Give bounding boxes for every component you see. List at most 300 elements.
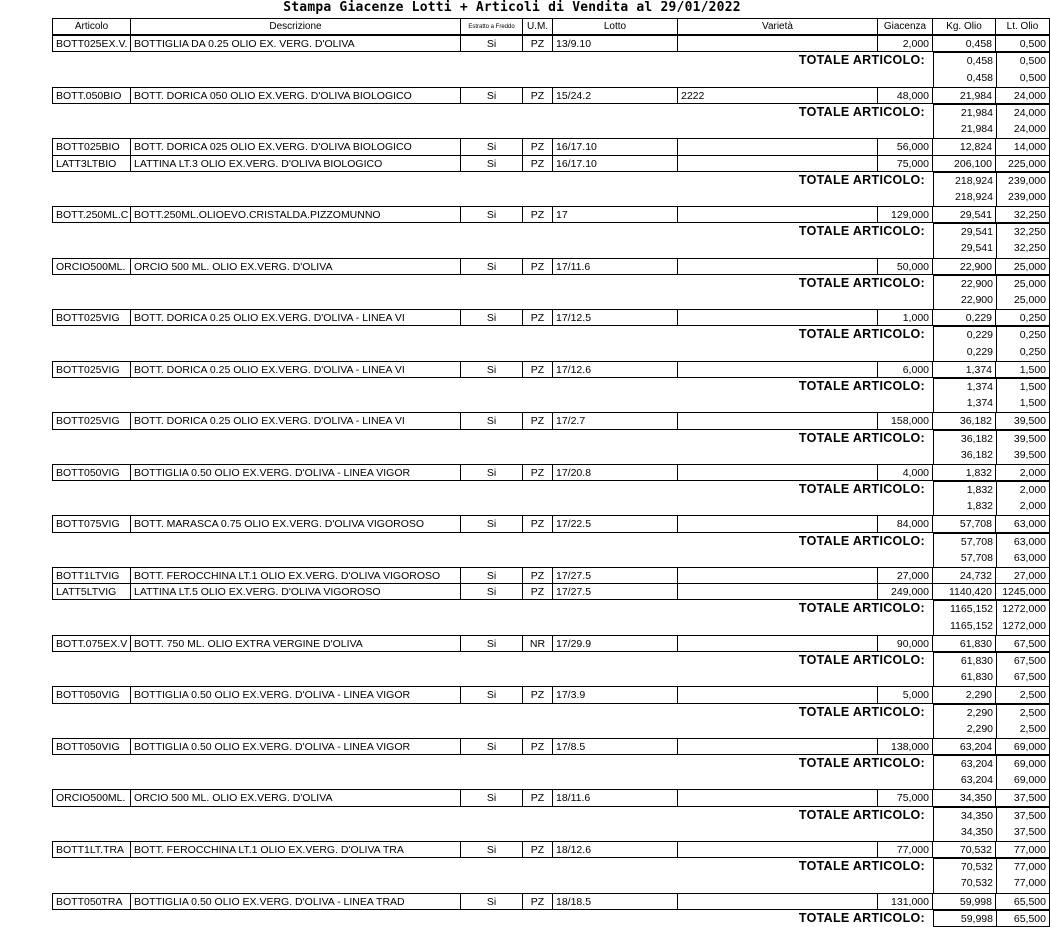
- total-repeat-row: [52, 772, 1046, 789]
- table-row: [52, 361, 1046, 378]
- total-kg-olio: 22,900: [933, 275, 996, 292]
- total-lt-olio-repeat: 0,500: [996, 70, 1050, 87]
- estratto-cell: Si: [461, 35, 523, 52]
- report-title: Stampa Giacenze Lotti + Articoli di Vendita al 29/01/2022: [283, 0, 741, 15]
- total-row: [52, 858, 1046, 875]
- total-kg-olio: 0,229: [933, 326, 996, 343]
- total-kg-olio-repeat: 63,204: [933, 772, 996, 789]
- table-row: [52, 789, 1046, 806]
- kg-olio-cell: 0,458: [933, 35, 996, 52]
- total-kg-olio: 2,290: [933, 704, 996, 721]
- giacenza-cell: 1,000: [878, 309, 933, 326]
- total-kg-olio-repeat: 1,374: [933, 395, 996, 412]
- giacenza-cell: 138,000: [878, 738, 933, 755]
- total-kg-olio-repeat: 1165,152: [933, 618, 996, 635]
- descrizione-cell: BOTTIGLIA 0.50 OLIO EX.VERG. D'OLIVA - LINEA TRAD: [131, 893, 461, 910]
- giacenza-cell: 5,000: [878, 686, 933, 703]
- estratto-cell: Si: [461, 87, 523, 104]
- estratto-cell: Si: [461, 686, 523, 703]
- total-lt-olio: 25,000: [996, 275, 1050, 292]
- lotto-cell: 18/12.6: [553, 841, 678, 858]
- total-lt-olio-repeat: 1272,000: [996, 618, 1050, 635]
- header-lotto: Lotto: [553, 18, 678, 35]
- total-lt-olio-repeat: 67,500: [996, 669, 1050, 686]
- lotto-cell: 17: [553, 206, 678, 223]
- estratto-cell: Si: [461, 309, 523, 326]
- um-cell: PZ: [523, 361, 553, 378]
- varieta-cell: [678, 155, 878, 172]
- total-repeat-row: [52, 121, 1046, 138]
- um-cell: PZ: [523, 87, 553, 104]
- total-lt-olio: 24,000: [996, 104, 1050, 121]
- descrizione-cell: BOTT. FEROCCHINA LT.1 OLIO EX.VERG. D'OLIVA TRA: [131, 841, 461, 858]
- total-label: TOTALE ARTICOLO:: [798, 652, 925, 667]
- descrizione-cell: BOTT.250ML.OLIOEVO.CRISTALDA.PIZZOMUNNO: [131, 206, 461, 223]
- total-row: [52, 104, 1046, 121]
- lotto-cell: 17/29.9: [553, 635, 678, 652]
- varieta-cell: [678, 686, 878, 703]
- header-descrizione: Descrizione: [131, 18, 461, 35]
- um-cell: PZ: [523, 35, 553, 52]
- giacenza-cell: 84,000: [878, 515, 933, 532]
- total-kg-olio: 57,708: [933, 533, 996, 550]
- kg-olio-cell: 34,350: [933, 789, 996, 806]
- giacenza-cell: 56,000: [878, 138, 933, 155]
- total-kg-olio-repeat: 1,832: [933, 498, 996, 515]
- total-lt-olio: 39,500: [996, 430, 1050, 447]
- kg-olio-cell: 57,708: [933, 515, 996, 532]
- total-kg-olio: 29,541: [933, 223, 996, 240]
- total-kg-olio-repeat: 21,984: [933, 121, 996, 138]
- total-lt-olio-repeat: 239,000: [996, 189, 1050, 206]
- total-row: [52, 600, 1046, 617]
- articolo-cell: BOTT075VIG: [52, 515, 131, 532]
- estratto-cell: Si: [461, 635, 523, 652]
- total-lt-olio-repeat: 1,500: [996, 395, 1050, 412]
- varieta-cell: [678, 309, 878, 326]
- descrizione-cell: BOTTIGLIA 0.50 OLIO EX.VERG. D'OLIVA - LINEA VIGOR: [131, 738, 461, 755]
- estratto-cell: Si: [461, 515, 523, 532]
- lotto-cell: 17/12.5: [553, 309, 678, 326]
- header-estratto: Estratto a Freddo: [461, 18, 523, 35]
- articolo-cell: BOTT050VIG: [52, 686, 131, 703]
- articolo-cell: BOTT025VIG: [52, 412, 131, 429]
- total-lt-olio: 63,000: [996, 533, 1050, 550]
- total-kg-olio-repeat: 22,900: [933, 292, 996, 309]
- table-row: [52, 515, 1046, 532]
- lt-olio-cell: 27,000: [996, 567, 1050, 584]
- varieta-cell: [678, 893, 878, 910]
- lotto-cell: 16/17.10: [553, 138, 678, 155]
- articolo-cell: LATT5LTVIG: [52, 583, 131, 600]
- total-kg-olio: 59,998: [933, 910, 996, 927]
- total-label: TOTALE ARTICOLO:: [798, 807, 925, 822]
- articolo-cell: BOTT1LTVIG: [52, 567, 131, 584]
- articolo-cell: LATT3LTBIO: [52, 155, 131, 172]
- total-label: TOTALE ARTICOLO:: [798, 601, 925, 616]
- total-repeat-row: [52, 618, 1046, 635]
- total-lt-olio: 77,000: [996, 858, 1050, 875]
- articolo-cell: BOTT025BIO: [52, 138, 131, 155]
- total-kg-olio: 0,458: [933, 52, 996, 69]
- total-label: TOTALE ARTICOLO:: [798, 224, 925, 239]
- giacenza-cell: 48,000: [878, 87, 933, 104]
- total-label: TOTALE ARTICOLO:: [798, 378, 925, 393]
- total-label: TOTALE ARTICOLO:: [798, 482, 925, 497]
- kg-olio-cell: 21,984: [933, 87, 996, 104]
- varieta-cell: [678, 583, 878, 600]
- total-row: [52, 430, 1046, 447]
- um-cell: PZ: [523, 258, 553, 275]
- estratto-cell: Si: [461, 138, 523, 155]
- lt-olio-cell: 63,000: [996, 515, 1050, 532]
- total-label: TOTALE ARTICOLO:: [798, 910, 925, 925]
- table-body: [52, 35, 1046, 927]
- estratto-cell: Si: [461, 155, 523, 172]
- total-lt-olio: 67,500: [996, 652, 1050, 669]
- total-kg-olio-repeat: 0,458: [933, 70, 996, 87]
- total-lt-olio: 65,500: [996, 910, 1050, 927]
- lotto-cell: 17/20.8: [553, 464, 678, 481]
- lt-olio-cell: 1245,000: [996, 583, 1050, 600]
- inventory-table: [52, 18, 1046, 927]
- kg-olio-cell: 1,832: [933, 464, 996, 481]
- table-row: [52, 583, 1046, 600]
- total-lt-olio-repeat: 69,000: [996, 772, 1050, 789]
- um-cell: NR: [523, 635, 553, 652]
- total-row: [52, 223, 1046, 240]
- lt-olio-cell: 25,000: [996, 258, 1050, 275]
- total-row: [52, 52, 1046, 69]
- table-row: [52, 87, 1046, 104]
- um-cell: PZ: [523, 515, 553, 532]
- um-cell: PZ: [523, 464, 553, 481]
- total-lt-olio-repeat: 24,000: [996, 121, 1050, 138]
- lt-olio-cell: 14,000: [996, 138, 1050, 155]
- total-repeat-row: [52, 875, 1046, 892]
- um-cell: PZ: [523, 155, 553, 172]
- varieta-cell: [678, 567, 878, 584]
- articolo-cell: BOTT050TRA: [52, 893, 131, 910]
- lt-olio-cell: 39,500: [996, 412, 1050, 429]
- total-kg-olio: 1,832: [933, 481, 996, 498]
- table-row: [52, 35, 1046, 52]
- articolo-cell: BOTT025VIG: [52, 309, 131, 326]
- giacenza-cell: 129,000: [878, 206, 933, 223]
- varieta-cell: [678, 206, 878, 223]
- giacenza-cell: 131,000: [878, 893, 933, 910]
- lotto-cell: 17/27.5: [553, 583, 678, 600]
- giacenza-cell: 75,000: [878, 155, 933, 172]
- total-row: [52, 755, 1046, 772]
- table-header: [52, 18, 1039, 35]
- total-lt-olio-repeat: 39,500: [996, 447, 1050, 464]
- total-kg-olio: 63,204: [933, 755, 996, 772]
- descrizione-cell: BOTTIGLIA DA 0.25 OLIO EX. VERG. D'OLIVA: [131, 35, 461, 52]
- total-lt-olio-repeat: 32,250: [996, 240, 1050, 257]
- varieta-cell: [678, 738, 878, 755]
- total-row: [52, 807, 1046, 824]
- total-lt-olio: 0,250: [996, 326, 1050, 343]
- total-label: TOTALE ARTICOLO:: [798, 104, 925, 119]
- estratto-cell: Si: [461, 361, 523, 378]
- total-lt-olio-repeat: 25,000: [996, 292, 1050, 309]
- um-cell: PZ: [523, 841, 553, 858]
- lotto-cell: 17/2.7: [553, 412, 678, 429]
- giacenza-cell: 6,000: [878, 361, 933, 378]
- descrizione-cell: BOTT. DORICA 0.25 OLIO EX.VERG. D'OLIVA - LINEA VI: [131, 309, 461, 326]
- table-row: [52, 567, 1046, 584]
- descrizione-cell: BOTT. DORICA 050 OLIO EX.VERG. D'OLIVA BIOLOGICO: [131, 87, 461, 104]
- varieta-cell: 2222: [678, 87, 878, 104]
- total-repeat-row: [52, 447, 1046, 464]
- giacenza-cell: 249,000: [878, 583, 933, 600]
- total-row: [52, 652, 1046, 669]
- kg-olio-cell: 12,824: [933, 138, 996, 155]
- lotto-cell: 17/22.5: [553, 515, 678, 532]
- total-row: [52, 704, 1046, 721]
- articolo-cell: BOTT050VIG: [52, 464, 131, 481]
- lotto-cell: 13/9.10: [553, 35, 678, 52]
- varieta-cell: [678, 515, 878, 532]
- total-lt-olio-repeat: 0,250: [996, 344, 1050, 361]
- table-row: [52, 412, 1046, 429]
- descrizione-cell: ORCIO 500 ML. OLIO EX.VERG. D'OLIVA: [131, 258, 461, 275]
- varieta-cell: [678, 138, 878, 155]
- varieta-cell: [678, 464, 878, 481]
- giacenza-cell: 27,000: [878, 567, 933, 584]
- kg-olio-cell: 29,541: [933, 206, 996, 223]
- um-cell: PZ: [523, 567, 553, 584]
- table-row: [52, 738, 1046, 755]
- um-cell: PZ: [523, 138, 553, 155]
- lt-olio-cell: 69,000: [996, 738, 1050, 755]
- lotto-cell: 17/11.6: [553, 258, 678, 275]
- lt-olio-cell: 37,500: [996, 789, 1050, 806]
- lotto-cell: 17/27.5: [553, 567, 678, 584]
- estratto-cell: Si: [461, 583, 523, 600]
- header-varieta: Varietà: [678, 18, 878, 35]
- estratto-cell: Si: [461, 206, 523, 223]
- total-kg-olio: 218,924: [933, 172, 996, 189]
- descrizione-cell: BOTT. 750 ML. OLIO EXTRA VERGINE D'OLIVA: [131, 635, 461, 652]
- articolo-cell: BOTT1LT.TRA: [52, 841, 131, 858]
- descrizione-cell: BOTT. DORICA 0.25 OLIO EX.VERG. D'OLIVA - LINEA VI: [131, 361, 461, 378]
- lt-olio-cell: 65,500: [996, 893, 1050, 910]
- lt-olio-cell: 77,000: [996, 841, 1050, 858]
- total-lt-olio: 2,000: [996, 481, 1050, 498]
- total-row: [52, 481, 1046, 498]
- total-kg-olio-repeat: 34,350: [933, 824, 996, 841]
- giacenza-cell: 75,000: [878, 789, 933, 806]
- total-kg-olio: 1,374: [933, 378, 996, 395]
- estratto-cell: Si: [461, 258, 523, 275]
- header-giacenza: Giacenza: [878, 18, 933, 35]
- articolo-cell: BOTT025VIG: [52, 361, 131, 378]
- estratto-cell: Si: [461, 893, 523, 910]
- um-cell: PZ: [523, 206, 553, 223]
- articolo-cell: ORCIO500ML.: [52, 789, 131, 806]
- lt-olio-cell: 32,250: [996, 206, 1050, 223]
- total-repeat-row: [52, 824, 1046, 841]
- lotto-cell: 17/12.6: [553, 361, 678, 378]
- total-lt-olio: 32,250: [996, 223, 1050, 240]
- table-row: [52, 841, 1046, 858]
- total-kg-olio: 34,350: [933, 807, 996, 824]
- total-row: [52, 533, 1046, 550]
- lt-olio-cell: 24,000: [996, 87, 1050, 104]
- total-repeat-row: [52, 70, 1046, 87]
- total-kg-olio-repeat: 61,830: [933, 669, 996, 686]
- descrizione-cell: LATTINA LT.5 OLIO EX.VERG. D'OLIVA VIGOROSO: [131, 583, 461, 600]
- total-lt-olio: 1,500: [996, 378, 1050, 395]
- lt-olio-cell: 2,500: [996, 686, 1050, 703]
- varieta-cell: [678, 789, 878, 806]
- lt-olio-cell: 0,500: [996, 35, 1050, 52]
- total-kg-olio-repeat: 57,708: [933, 550, 996, 567]
- total-repeat-row: [52, 498, 1046, 515]
- estratto-cell: Si: [461, 841, 523, 858]
- estratto-cell: Si: [461, 464, 523, 481]
- total-label: TOTALE ARTICOLO:: [798, 275, 925, 290]
- kg-olio-cell: 1140,420: [933, 583, 996, 600]
- total-lt-olio-repeat: 63,000: [996, 550, 1050, 567]
- total-kg-olio: 70,532: [933, 858, 996, 875]
- total-label: TOTALE ARTICOLO:: [798, 533, 925, 548]
- total-kg-olio-repeat: 0,229: [933, 344, 996, 361]
- total-row: [52, 275, 1046, 292]
- kg-olio-cell: 206,100: [933, 155, 996, 172]
- header-lt-olio: Lt. Olio: [996, 18, 1050, 35]
- total-repeat-row: [52, 292, 1046, 309]
- total-lt-olio: 239,000: [996, 172, 1050, 189]
- header-kg-olio: Kg. Olio: [933, 18, 996, 35]
- descrizione-cell: LATTINA LT.3 OLIO EX.VERG. D'OLIVA BIOLOGICO: [131, 155, 461, 172]
- total-label: TOTALE ARTICOLO:: [798, 327, 925, 342]
- varieta-cell: [678, 412, 878, 429]
- table-row: [52, 206, 1046, 223]
- lotto-cell: 18/11.6: [553, 789, 678, 806]
- lotto-cell: 15/24.2: [553, 87, 678, 104]
- um-cell: PZ: [523, 309, 553, 326]
- total-lt-olio: 1272,000: [996, 600, 1050, 617]
- table-row: [52, 155, 1046, 172]
- total-kg-olio: 61,830: [933, 652, 996, 669]
- um-cell: PZ: [523, 583, 553, 600]
- kg-olio-cell: 36,182: [933, 412, 996, 429]
- varieta-cell: [678, 35, 878, 52]
- um-cell: PZ: [523, 412, 553, 429]
- total-repeat-row: [52, 344, 1046, 361]
- lt-olio-cell: 0,250: [996, 309, 1050, 326]
- lotto-cell: 17/8.5: [553, 738, 678, 755]
- articolo-cell: BOTT.075EX.V: [52, 635, 131, 652]
- giacenza-cell: 4,000: [878, 464, 933, 481]
- header-um: U.M.: [523, 18, 553, 35]
- total-lt-olio-repeat: 2,500: [996, 721, 1050, 738]
- total-kg-olio: 1165,152: [933, 600, 996, 617]
- um-cell: PZ: [523, 789, 553, 806]
- header-articolo: Articolo: [52, 18, 131, 35]
- total-kg-olio-repeat: 70,532: [933, 875, 996, 892]
- giacenza-cell: 158,000: [878, 412, 933, 429]
- total-lt-olio-repeat: 37,500: [996, 824, 1050, 841]
- total-row: [52, 172, 1046, 189]
- total-lt-olio: 37,500: [996, 807, 1050, 824]
- table-row: [52, 635, 1046, 652]
- descrizione-cell: BOTTIGLIA 0.50 OLIO EX.VERG. D'OLIVA - LINEA VIGOR: [131, 464, 461, 481]
- articolo-cell: ORCIO500ML.: [52, 258, 131, 275]
- kg-olio-cell: 24,732: [933, 567, 996, 584]
- varieta-cell: [678, 841, 878, 858]
- estratto-cell: Si: [461, 412, 523, 429]
- varieta-cell: [678, 635, 878, 652]
- kg-olio-cell: 1,374: [933, 361, 996, 378]
- descrizione-cell: BOTT. MARASCA 0.75 OLIO EX.VERG. D'OLIVA VIGOROSO: [131, 515, 461, 532]
- total-repeat-row: [52, 395, 1046, 412]
- total-row: [52, 910, 1046, 927]
- total-label: TOTALE ARTICOLO:: [798, 704, 925, 719]
- kg-olio-cell: 61,830: [933, 635, 996, 652]
- total-repeat-row: [52, 550, 1046, 567]
- table-row: [52, 309, 1046, 326]
- varieta-cell: [678, 258, 878, 275]
- total-kg-olio-repeat: 2,290: [933, 721, 996, 738]
- descrizione-cell: ORCIO 500 ML. OLIO EX.VERG. D'OLIVA: [131, 789, 461, 806]
- lt-olio-cell: 1,500: [996, 361, 1050, 378]
- total-lt-olio-repeat: 77,000: [996, 875, 1050, 892]
- varieta-cell: [678, 361, 878, 378]
- descrizione-cell: BOTT. FEROCCHINA LT.1 OLIO EX.VERG. D'OLIVA VIGOROSO: [131, 567, 461, 584]
- descrizione-cell: BOTT. DORICA 025 OLIO EX.VERG. D'OLIVA BIOLOGICO: [131, 138, 461, 155]
- total-label: TOTALE ARTICOLO:: [798, 430, 925, 445]
- um-cell: PZ: [523, 738, 553, 755]
- total-kg-olio-repeat: 36,182: [933, 447, 996, 464]
- articolo-cell: BOTT025EX.V.: [52, 35, 131, 52]
- lotto-cell: 16/17.10: [553, 155, 678, 172]
- giacenza-cell: 2,000: [878, 35, 933, 52]
- total-lt-olio: 2,500: [996, 704, 1050, 721]
- table-row: [52, 258, 1046, 275]
- total-lt-olio: 69,000: [996, 755, 1050, 772]
- articolo-cell: BOTT.250ML.C: [52, 206, 131, 223]
- lt-olio-cell: 67,500: [996, 635, 1050, 652]
- total-label: TOTALE ARTICOLO:: [798, 172, 925, 187]
- lt-olio-cell: 225,000: [996, 155, 1050, 172]
- estratto-cell: Si: [461, 567, 523, 584]
- total-label: TOTALE ARTICOLO:: [798, 859, 925, 874]
- kg-olio-cell: 63,204: [933, 738, 996, 755]
- lotto-cell: 17/3.9: [553, 686, 678, 703]
- kg-olio-cell: 22,900: [933, 258, 996, 275]
- articolo-cell: BOTT050VIG: [52, 738, 131, 755]
- kg-olio-cell: 2,290: [933, 686, 996, 703]
- lotto-cell: 18/18.5: [553, 893, 678, 910]
- um-cell: PZ: [523, 686, 553, 703]
- articolo-cell: BOTT.050BIO: [52, 87, 131, 104]
- total-repeat-row: [52, 240, 1046, 257]
- estratto-cell: Si: [461, 738, 523, 755]
- descrizione-cell: BOTT. DORICA 0.25 OLIO EX.VERG. D'OLIVA - LINEA VI: [131, 412, 461, 429]
- giacenza-cell: 77,000: [878, 841, 933, 858]
- total-repeat-row: [52, 721, 1046, 738]
- total-row: [52, 378, 1046, 395]
- table-row: [52, 686, 1046, 703]
- kg-olio-cell: 0,229: [933, 309, 996, 326]
- total-lt-olio: 0,500: [996, 52, 1050, 69]
- total-label: TOTALE ARTICOLO:: [798, 53, 925, 68]
- kg-olio-cell: 59,998: [933, 893, 996, 910]
